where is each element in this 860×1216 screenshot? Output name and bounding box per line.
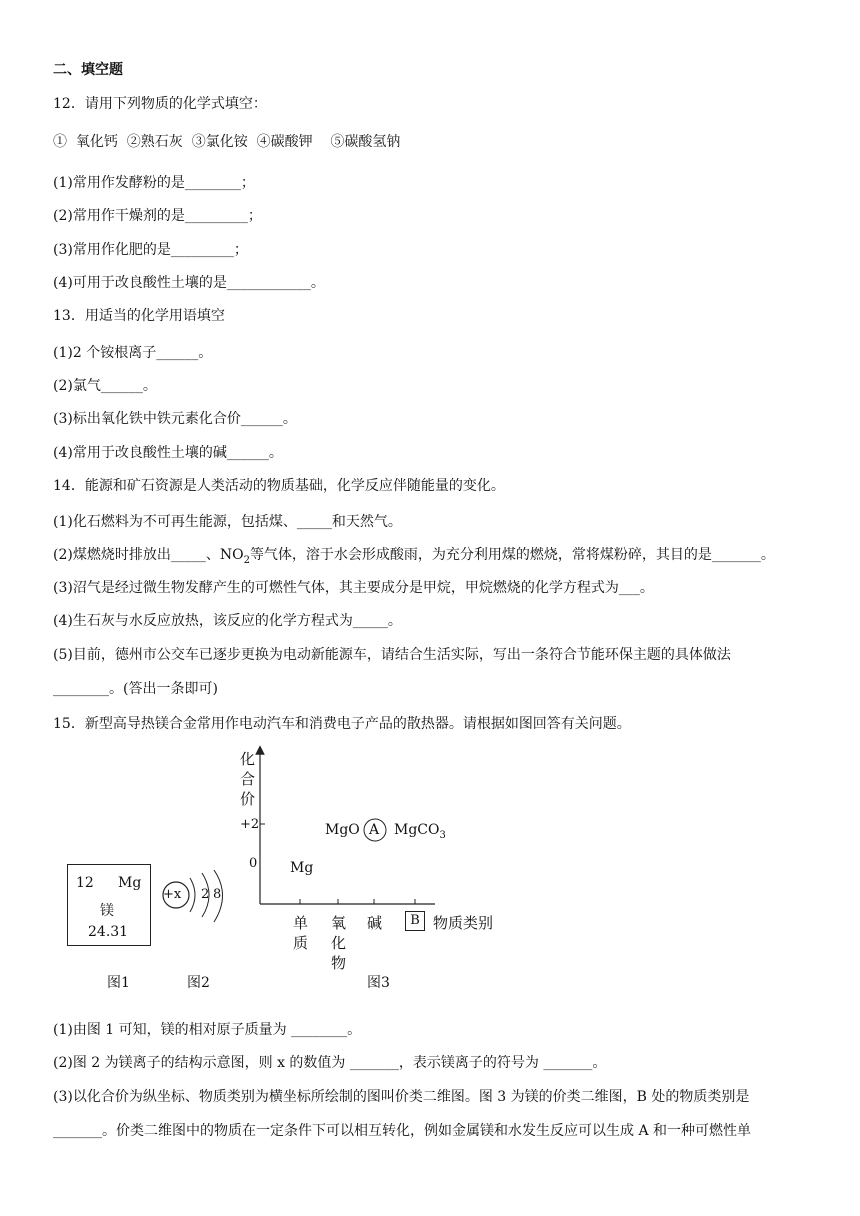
q12-part2: (2)常用作干燥剂的是_________； <box>53 208 262 224</box>
x-category-1-b: 质 <box>293 934 309 952</box>
y-tick-label-plus2: +2 <box>240 817 260 832</box>
q15-part1: (1)由图 1 可知，镁的相对原子质量为 ________。 <box>53 1022 362 1038</box>
x-category-3: 碱 <box>367 914 383 932</box>
q14-part2-a: (2)煤燃烧时排放出_____、NO <box>53 547 244 563</box>
x-category-2-c: 物 <box>331 954 347 972</box>
figure-1-element-card <box>67 864 151 946</box>
label-mgo: MgO <box>325 822 360 838</box>
y-axis-label-2: 合 <box>240 770 256 788</box>
x-category-1-a: 单 <box>293 914 309 932</box>
y-tick-label-0: 0 <box>249 856 258 871</box>
q14-part2-b: 等气体，溶于水会形成酸雨，为充分利用煤的燃烧，常将煤粉碎，其目的是_______。 <box>249 547 775 563</box>
q14-part5-line1: (5)目前，德州市公交车已逐步更换为电动新能源车，请结合生活实际，写出一条符合节能环保主题的具体做法 <box>53 647 731 663</box>
q12-options: ① 氧化钙 ②熟石灰 ③氯化铵 ④碳酸钾 ⑤碳酸氢钠 <box>53 134 401 150</box>
q15-part2: (2)图 2 为镁离子的结构示意图，则 x 的数值为 _______，表示镁离子的符号为 _______。 <box>53 1055 607 1071</box>
shell1-electrons: 2 <box>201 887 210 902</box>
x-category-2-a: 氧 <box>331 914 347 932</box>
label-mgco3 <box>394 822 446 841</box>
q13-part4: (4)常用于改良酸性土壤的碱______。 <box>53 445 283 461</box>
q13-stem: 13．用适当的化学用语填空 <box>53 308 225 324</box>
q13-part2: (2)氯气______。 <box>53 378 157 394</box>
q14-part4: (4)生石灰与水反应放热，该反应的化学方程式为_____。 <box>53 613 402 629</box>
q14-part5-line2: ________。(答出一条即可) <box>53 681 218 697</box>
q12-stem: 12．请用下列物质的化学式填空： <box>53 96 267 112</box>
q14-part3: (3)沼气是经过微生物发酵产生的可燃性气体，其主要成分是甲烷，甲烷燃烧的化学方程式为___。 <box>53 580 654 596</box>
q15-part3-line2: _______。价类二维图中的物质在一定条件下可以相互转化，例如金属镁和水发生反应可以生成 A 和一种可燃性单 <box>53 1123 752 1139</box>
atomic-number: 12 <box>76 875 94 891</box>
y-axis-label-3: 价 <box>240 790 256 808</box>
q15-part3-line1: (3)以化合价为纵坐标、物质类别为横坐标所绘制的图叫价类二维图。图 3 为镁的价类二维图，B 处的物质类别是 <box>53 1089 750 1105</box>
q12-part4: (4)可用于改良酸性土壤的是____________。 <box>53 275 325 291</box>
label-mg: Mg <box>290 860 314 876</box>
electron-shell-arc-1 <box>190 878 195 912</box>
nucleus-label: +x <box>163 887 182 902</box>
element-symbol: Mg <box>118 875 142 891</box>
figure-2-caption: 图2 <box>187 975 210 991</box>
section-title: 二、填空题 <box>53 62 123 78</box>
x-axis-label: 物质类别 <box>433 914 494 932</box>
mgco3-main: MgCO <box>394 822 440 838</box>
atomic-mass: 24.31 <box>88 924 129 940</box>
q12-part1: (1)常用作发酵粉的是________； <box>53 175 255 191</box>
y-axis-label-1: 化 <box>240 750 256 768</box>
q15-stem: 15．新型高导热镁合金常用作电动汽车和消费电子产品的散热器。请根据如图回答有关问题。 <box>53 716 631 732</box>
q14-part2-sub: 2 <box>243 554 250 566</box>
q13-part3: (3)标出氧化铁中铁元素化合价______。 <box>53 411 297 427</box>
shell2-electrons: 8 <box>213 887 222 902</box>
q13-part1: (1)2 个铵根离子______。 <box>53 345 213 361</box>
q14-stem: 14．能源和矿石资源是人类活动的物质基础，化学反应伴随能量的变化。 <box>53 478 505 494</box>
q12-part3: (3)常用作化肥的是_________； <box>53 242 248 258</box>
q14-part2 <box>53 546 775 564</box>
box-b: B <box>405 911 425 931</box>
q14-part1: (1)化石燃料为不可再生能源，包括煤、_____和天然气。 <box>53 514 402 530</box>
label-a: A <box>369 822 380 838</box>
x-category-2-b: 化 <box>331 934 347 952</box>
element-name: 镁 <box>100 903 114 919</box>
mgco3-sub: 3 <box>439 829 446 841</box>
figure-1-caption: 图1 <box>107 975 130 991</box>
figure-3-caption: 图3 <box>367 975 390 991</box>
